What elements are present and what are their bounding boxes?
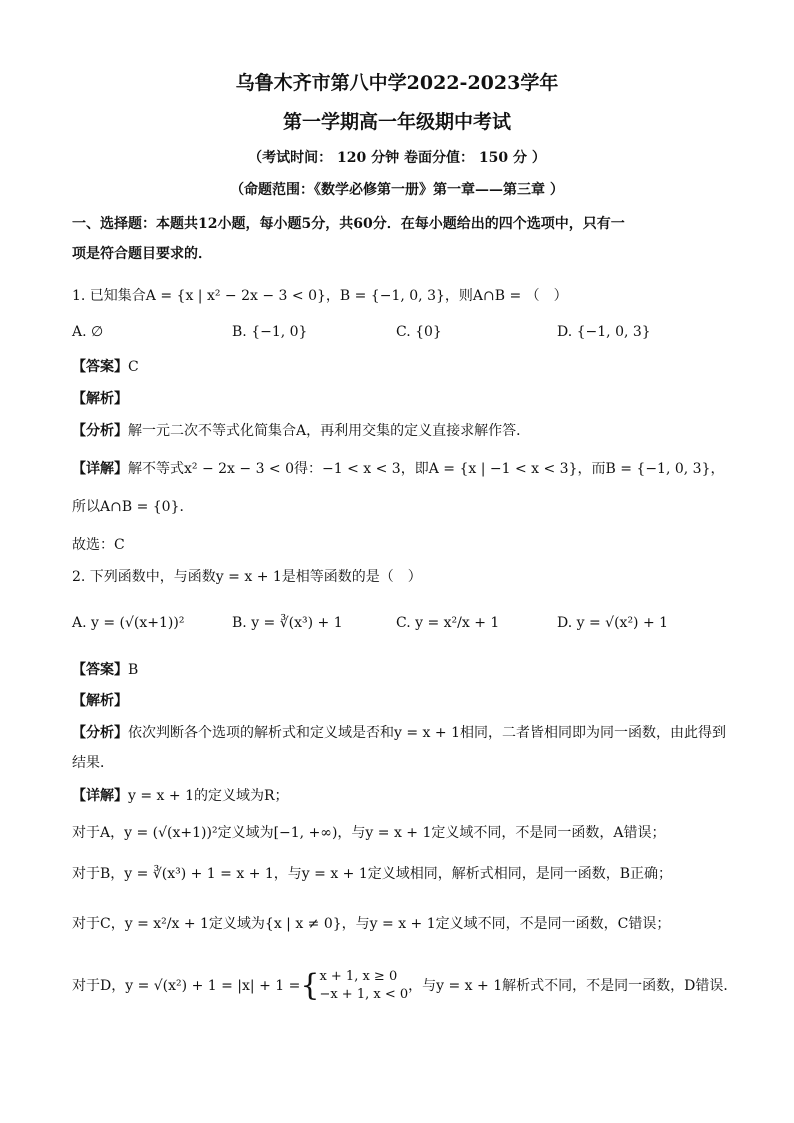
q2-for-d-pre: 对于D，y = √(x²) + 1 = |x| + 1 = — [72, 978, 301, 994]
q2-for-b: 对于B，y = ∛(x³) + 1 = x + 1，与y = x + 1定义域相同，解析式相同，是同一函数，B正确； — [72, 866, 673, 882]
q2-for-d-post: ，与y = x + 1解析式不同，不是同一函数，D错误． — [408, 978, 738, 994]
q1-stem: 1. 已知集合A = {x | x² − 2x − 3 < 0}，B = {−1, 0, 3}，则A∩B = （ ） — [72, 288, 568, 304]
exam-info: （考试时间： 120 分钟 卷面分值： 150 分 ） — [248, 150, 546, 166]
exam-title-term: 第一学期高一年级期中考试 — [282, 111, 511, 133]
q2-for-d-case2: −x + 1, x < 0 — [319, 987, 409, 1002]
q1-analysis-tag: 【解析】 — [72, 391, 128, 407]
q1-answer-tag: 【答案】 — [72, 359, 128, 375]
q2-fenxi-line1: 依次判断各个选项的解析式和定义域是否和y = x + 1相同，二者皆相同即为同一函数，由此得到 — [128, 725, 726, 741]
q2-answer-tag: 【答案】 — [72, 662, 128, 678]
q1-fenxi: 解一元二次不等式化简集合A，再利用交集的定义直接求解作答． — [128, 423, 531, 439]
q1-fenxi-tag: 【分析】 — [72, 423, 128, 439]
exam-title-school: 乌鲁木齐市第八中学2022-2023学年 — [235, 72, 559, 94]
q2-fenxi-row1 — [72, 723, 726, 743]
q1-option-b: B. {−1, 0} — [232, 324, 308, 340]
q2-detail-tag: 【详解】 — [72, 788, 128, 804]
q2-for-a: 对于A，y = (√(x+1))²定义域为[−1, +∞)，与y = x + 1定义域不同，不是同一函数，A错误； — [72, 825, 666, 841]
q2-detail-row — [72, 786, 289, 806]
q2-analysis-tag: 【解析】 — [72, 693, 128, 709]
q2-for-d — [72, 966, 737, 1006]
q1-detail: 解不等式x² − 2x − 3 < 0得：−1 < x < 3，即A = {x | −1 < x < 3}，而B = {−1, 0, 3}， — [128, 461, 725, 477]
q2-fenxi-line2: 结果． — [72, 755, 114, 771]
q1-answer-row — [72, 357, 139, 377]
q1-fenxi-row — [72, 421, 530, 441]
q2-fenxi-tag: 【分析】 — [72, 725, 128, 741]
q1-so: 所以A∩B = {0}． — [72, 499, 194, 515]
q1-option-a: A. ∅ — [72, 324, 104, 340]
q1-detail-row — [72, 459, 724, 479]
q2-for-c: 对于C，y = x²/x + 1定义域为{x | x ≠ 0}，与y = x + 1定义域不同，不是同一函数，C错误； — [72, 916, 671, 932]
q1-detail-tag: 【详解】 — [72, 461, 128, 477]
q2-answer-row — [72, 660, 138, 680]
q2-for-d-case1: x + 1, x ≥ 0 — [319, 969, 398, 984]
q2-option-a: A. y = (√(x+1))² — [72, 615, 185, 631]
q1-answer: C — [128, 359, 139, 375]
q2-for-d-brace: { — [300, 968, 320, 1003]
q2-for-d-cases — [319, 968, 408, 1004]
q2-answer: B — [128, 662, 139, 678]
section-heading-line2: 项是符合题目要求的． — [72, 246, 212, 262]
q2-stem: 2. 下列函数中，与函数y = x + 1是相等函数的是（ ） — [72, 569, 422, 585]
q1-option-d: D. {−1, 0, 3} — [557, 324, 651, 340]
q2-option-d: D. y = √(x²) + 1 — [557, 615, 669, 631]
q2-option-c: C. y = x²/x + 1 — [396, 615, 500, 631]
q2-option-b: B. y = ∛(x³) + 1 — [232, 615, 343, 631]
q1-option-c: C. {0} — [396, 324, 442, 340]
q1-choice: 故选：C — [72, 537, 125, 553]
exam-scope: （命题范围：《数学必修第一册》第一章——第三章 ） — [230, 182, 564, 198]
q2-detail: y = x + 1的定义域为R； — [128, 788, 289, 804]
section-heading-line1: 一、选择题：本题共12小题，每小题5分，共60分．在每小题给出的四个选项中，只有一 — [72, 216, 625, 232]
